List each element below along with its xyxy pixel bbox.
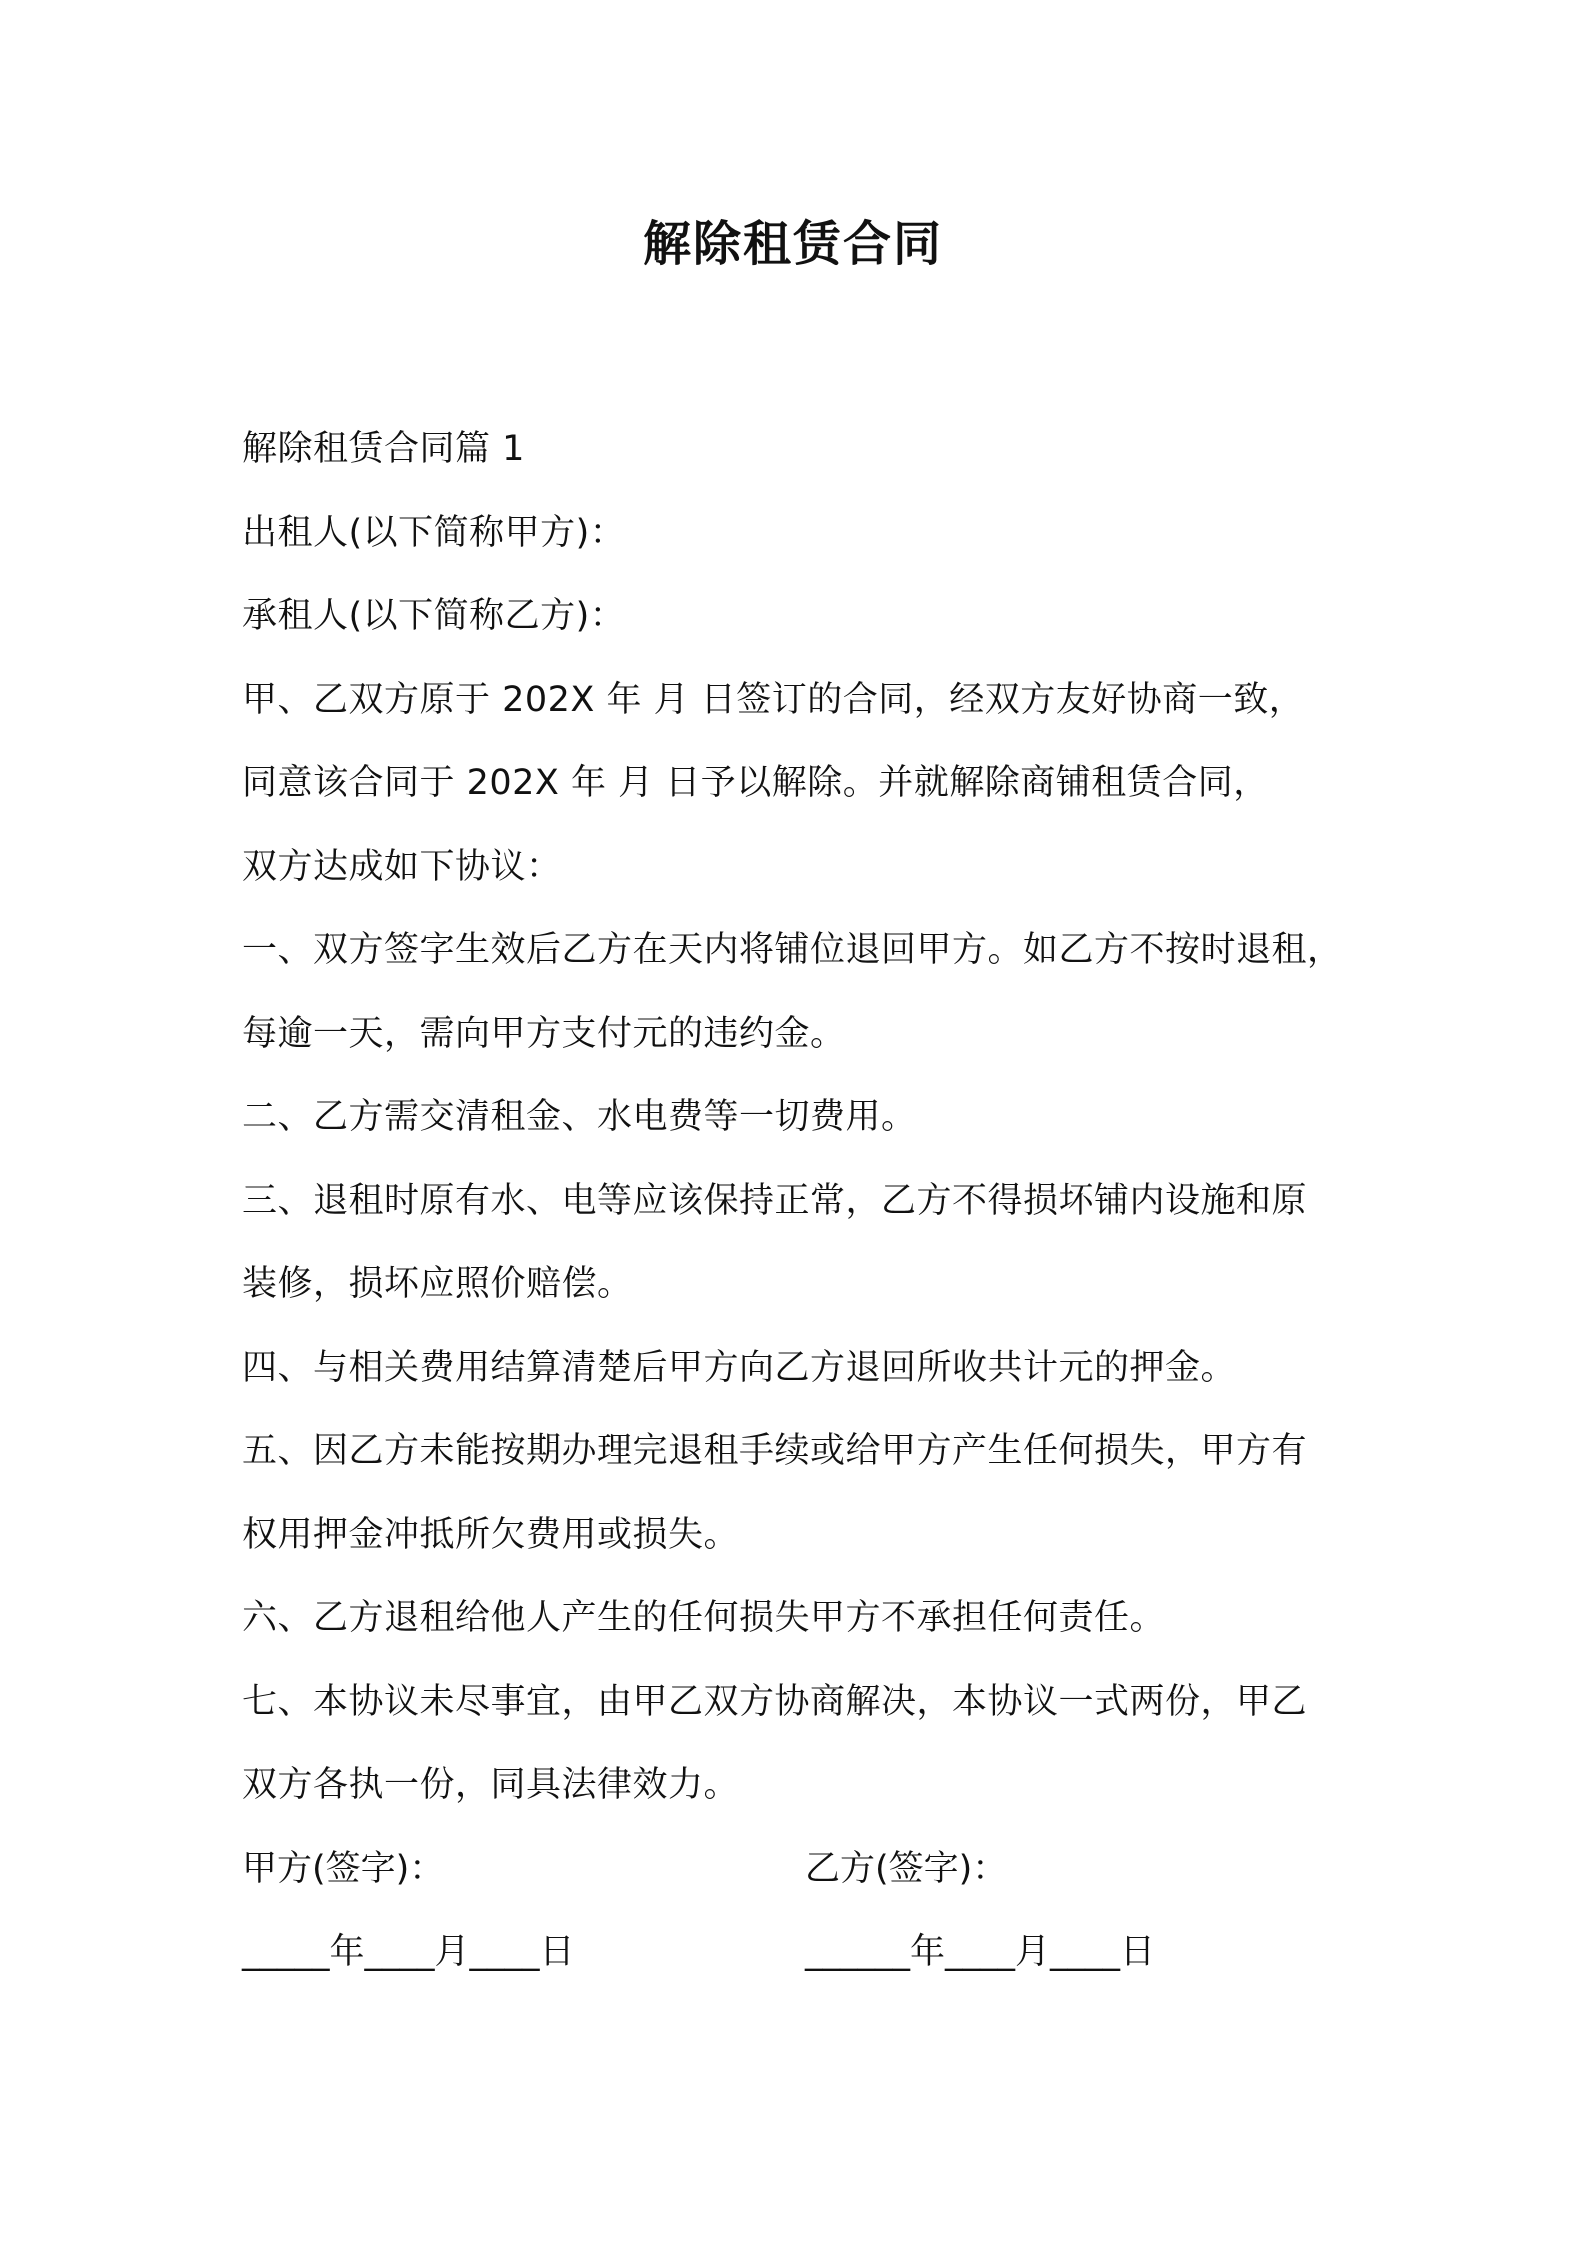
section-heading: 解除租赁合同篇 1 [242, 429, 525, 469]
clause-line: 二、乙方需交清租金、水电费等一切费用。 [242, 1097, 917, 1137]
document-body [242, 408, 1362, 1995]
party-b-date: ______年____月____日 [805, 1932, 1156, 1972]
clause-line: 四、与相关费用结算清楚后甲方向乙方退回所收共计元的押金。 [242, 1347, 1237, 1388]
clause-line: 三、退租时原有水、电等应该保持正常，乙方不得损坏铺内设施和原 [242, 1180, 1308, 1221]
clause-line: 六、乙方退租给他人产生的任何损失甲方不承担任何责任。 [242, 1598, 1166, 1638]
signature-date-row [242, 1911, 1362, 1995]
intro-line: 双方达成如下协议： [242, 846, 562, 887]
intro-line: 同意该合同于 202X 年 月 日予以解除。并就解除商铺租赁合同， [242, 763, 1269, 803]
party-a-date: _____年____月____日 [242, 1932, 575, 1972]
clause-line: 双方各执一份，同具法律效力。 [242, 1765, 740, 1805]
clause-line: 装修，损坏应照价赔偿。 [242, 1264, 633, 1304]
document-title: 解除租赁合同 [642, 216, 943, 272]
clause-line: 每逾一天，需向甲方支付元的违约金。 [242, 1013, 846, 1054]
intro-line: 甲、乙双方原于 202X 年 月 日签订的合同，经双方友好协商一致， [242, 679, 1305, 720]
lessor-line: 出租人(以下简称甲方)： [242, 512, 626, 553]
signature-row [242, 1828, 1362, 1912]
party-b-signature-label: 乙方(签字)： [805, 1848, 1008, 1889]
party-a-signature-label: 甲方(签字)： [242, 1848, 445, 1889]
clause-line: 五、因乙方未能按期办理完退租手续或给甲方产生任何损失，甲方有 [242, 1431, 1308, 1471]
clause-line: 一、双方签字生效后乙方在天内将铺位退回甲方。如乙方不按时退租， [242, 930, 1343, 970]
lessee-line: 承租人(以下简称乙方)： [242, 596, 626, 636]
clause-line: 七、本协议未尽事宜，由甲乙双方协商解决，本协议一式两份，甲乙 [242, 1681, 1308, 1722]
clause-line: 权用押金冲抵所欠费用或损失。 [242, 1514, 740, 1555]
